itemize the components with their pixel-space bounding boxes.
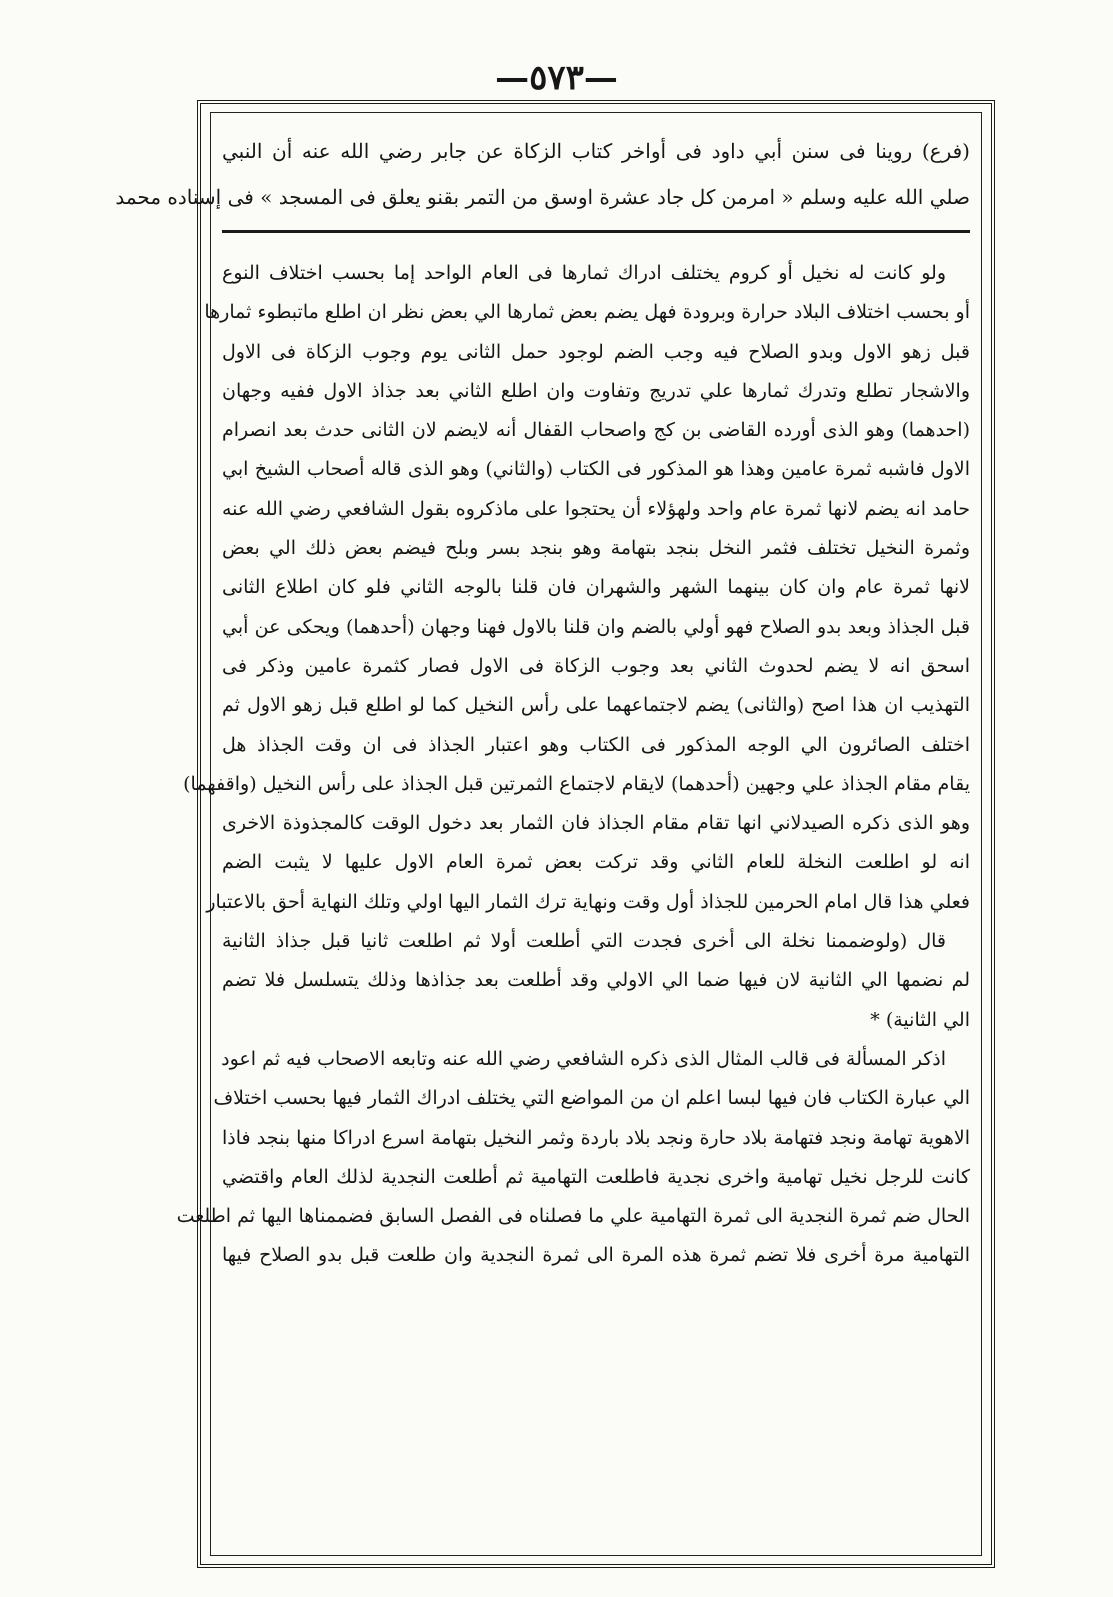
text-line: والاشجار تطلع وتدرك ثمارها علي تدريج وتفاوت وان اطلع الثاني بعد جذاذ الاول ففيه وجهان [222,379,970,402]
text-line: الحال ضم ثمرة النجدية الى ثمرة التهامية علي ما فصلناه فى الفصل السابق فضممناها اليها ثم اطلعت [176,1205,970,1228]
text-line: ولو كانت له نخيل أو كروم يختلف ادراك ثمارها فى العام الواحد إما بحسب اختلاف النوع [222,262,946,284]
text-line: (احدهما) وهو الذى أورده القاضى بن كج واصحاب القفال أنه لايضم لان الثانى حدث بعد انصرام [222,419,970,442]
text-line: حامد انه يضم لانها ثمرة عام واحد ولهؤلاء أن يحتجوا على ماذكروه بقول الشافعي رضي الله عنه [222,497,970,520]
text-line: فعلي هذا قال امام الحرمين للجذاذ أول وقت ونهاية ترك الثمار اليها اولي وتلك النهاية أحق بالاعتبار [206,890,970,913]
text-line: قبل زهو الاول وبدو الصلاح فيه وجب الضم لوجود حمل الثانى يوم وجوب الزكاة فى الاول [222,340,970,363]
text-line: لانها ثمرة عام وان كان بينهما الشهر والشهران فان قلنا بالوجه الثاني فلو كان اطلاع الثانى [222,576,970,599]
footnote-separator [222,230,970,233]
text-line: انه لو اطلعت النخلة للعام الثاني وقد تركت بعض ثمرة العام الاول عليها لا يثبت الضم [222,851,970,874]
text-line: التهذيب ان هذا اصح (والثانى) يضم لاجتماعهما على رأس النخيل كما لو اطلع قبل زهو الاول ثم [222,694,970,717]
text-line: الي عبارة الكتاب فان فيها لبسا اعلم ان من المواضع التي يختلف ادراك الثمار فيها بحسب اختلاف [213,1087,970,1110]
text-line: الاول فاشبه ثمرة عامين وهذا هو المذكور فى الكتاب (والثاني) وهو الذى قاله أصحاب الشيخ ابي [222,458,970,481]
text-line: لم نضمها الي الثانية لان فيها ضما الي الاولي وقد أطلعت بعد جذاذها وذلك يتسلسل فلا تضم [222,969,970,992]
text-line: أو بحسب اختلاف البلاد حرارة وبرودة فهل يضم بعض ثمارها الي بعض نظر ان اطلع ماتبطوء ثمارها [204,301,970,324]
footnote-line: (فرع) روينا فى سنن أبي داود فى أواخر كتاب الزكاة عن جابر رضي الله عنه أن النبي [222,139,970,163]
footnote-line: صلي الله عليه وسلم « امرمن كل جاد عشرة اوسق من التمر بقنو يعلق فى المسجد » فى إسناده محمد [115,185,970,209]
text-line: وهو الذى ذكره الصيدلاني انها تقام مقام الجذاذ فان الثمار بعد دخول الوقت كالمجذوذة الاخرى [222,812,970,835]
text-line: قال (ولوضممنا نخلة الى أخرى فجدت التي أطلعت أولا ثم اطلعت ثانيا قبل جذاذ الثانية [222,930,946,953]
text-line: قبل الجذاذ وبعد بدو الصلاح فهو أولي بالضم وان قلنا بالاول فهنا وجهان (أحدهما) ويحكى عن أبي [222,615,970,638]
text-line: اختلف الصائرون الي الوجه المذكور فى الكتاب وهو اعتبار الجذاذ فى ان وقت الجذاذ هل [222,733,970,756]
page-number: —٥٧٣— [495,58,618,98]
text-line: يقام مقام الجذاذ علي وجهين (أحدهما) لايقام لاجتماع الثمرتين قبل الجذاذ على رأس النخيل (واقفهما) [183,772,970,795]
text-line: اسحق انه لا يضم لحدوث الثاني بعد وجوب الزكاة فى الاول فصار كثمرة عامين وذكر فى [222,654,970,677]
text-line: كانت للرجل نخيل تهامية واخرى نجدية فاطلعت التهامية ثم أطلعت النجدية لذلك العام واقتضي [222,1165,970,1188]
text-line: الي الثانية) * [870,1008,970,1031]
text-line: وثمرة النخيل تختلف فثمر النخل بنجد بتهامة وهو بنجد بسر وبلح فيضم بعض ذلك الي بعض [222,537,970,560]
footnote [115,128,970,220]
text-line: اذكر المسألة فى قالب المثال الذى ذكره الشافعي رضي الله عنه وتابعه الاصحاب فيه ثم اعود [221,1047,946,1070]
text-line: التهامية مرة أخرى فلا تضم ثمرة هذه المرة الى ثمرة النجدية وان طلعت قبل بدو الصلاح فيها [222,1244,970,1267]
text-line: الاهوية تهامة ونجد فتهامة بلاد حارة ونجد بلاد باردة وثمر النخيل بتهامة اسرع ادراكا منها بنجد فاذا [222,1126,970,1149]
main-text [176,254,970,1276]
